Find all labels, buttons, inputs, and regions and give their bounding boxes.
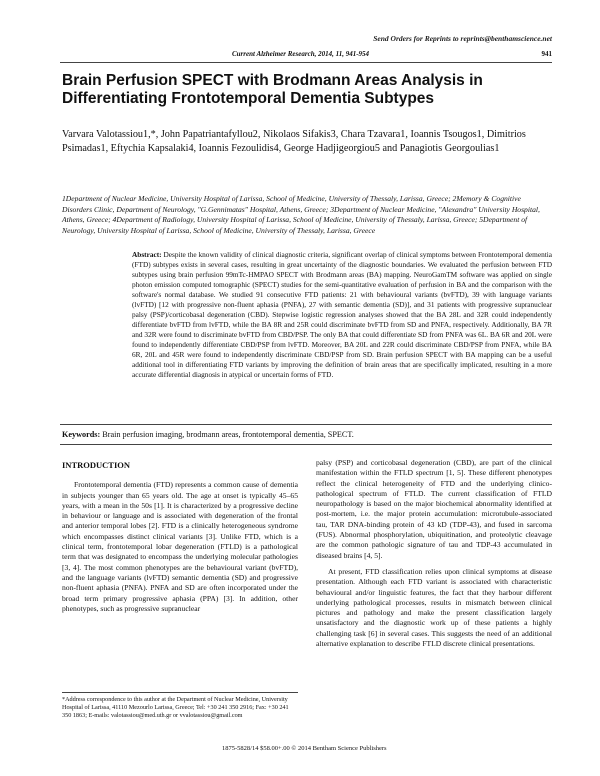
header-rule (60, 62, 552, 63)
right-column (316, 458, 552, 655)
intro-paragraph-1: Frontotemporal dementia (FTD) represents a common cause of dementia in subjects younger than 65 years old. The age at onset is typically 45–65 years, with a mean in the 50s [1]. It is characterized by a progressive decline in behaviour or language and is associated with degeneration of the frontal and anterior temporal lobes [2]. FTD is a clinically heterogeneous syndrome which encompasses distinct clinical variants [3]. Unlike FTD, which is a clinical term, frontotemporal lobar degeneration (FTLD) is a pathological term that was designated to encompass the underlying molecular pathologies [3, 4]. The most common phenotypes are the behavioural variant (bvFTD), and the language variants (lvFTD) semantic dementia (SD) and progressive non-fluent aphasia (PNFA). PNFA and SD are often incorporated under the broad term primary progressive aphasia (PPA) [3]. In addition, other phenotypes, such as progressive supranuclear (62, 480, 298, 613)
keywords-bottom-rule (60, 444, 552, 445)
affiliations: 1Department of Nuclear Medicine, University Hospital of Larissa, School of Medicine, University of Thessaly, Larissa, Greece; 2Memory & Cognitive Disorders Clinic, Department of Neurology, "G.Gennimatas" Hospital, Athens, Greece; 3Department of Nuclear Medicine, "Alexandra" University Hospital, Athens, Greece; 4Department of Radiology, University Hospital of Larissa, School of Medicine, University of Thessaly, Larissa, Greece; 5Department of Neurology, University Hospital of Larissa, School of Medicine, University of Thessaly, Larissa, Greece (62, 194, 540, 235)
page-number: 941 (541, 50, 552, 58)
intro-paragraph-2: At present, FTD classification relies upon clinical symptoms at disease presentation. Although each FTD variant is associated with characteristic behavioural and/or linguistic features, the fact that they harbour different underlying pathological processes, results in mismatch between clinical pictures and pathology and make the present classification largely unsatisfactory and the diagnostic work up of these patients a highly challenging task [6] in several cases. This suggests the need of an additional alternative explanation to describe FTLD discrete clinical presentations. (316, 566, 552, 649)
correspondence-footnote: *Address correspondence to this author at the Department of Nuclear Medicine, University Hospital of Larissa, 41110 Mezourlo Larissa, Greece; Tel: +30 241 350 2916; Fax: +30 241 350 1863; E-mails: valotassiou@med.uth.gr or vvalotassiou@gmail.com (62, 696, 289, 720)
author-list: Varvara Valotassiou1,*, John Papatriantafyllou2, Nikolaos Sifakis3, Chara Tzavara1, Ioannis Tsougos1, Dimitrios Psimadas1, Eftychia Kapsalaki4, Ioannis Fezoulidis4, George Hadjigeorgiou5 and Panagiotis Georgoulias1 (62, 129, 526, 154)
article-title: Brain Perfusion SPECT with Brodmann Areas Analysis in Differentiating Frontotemporal Dementia Subtypes (62, 72, 483, 107)
keywords-text: Brain perfusion imaging, brodmann areas, frontotemporal dementia, SPECT. (102, 430, 354, 439)
journal-citation: Current Alzheimer Research, 2014, 11, 941-954 (232, 50, 370, 58)
left-column (62, 460, 298, 620)
abstract (132, 250, 552, 380)
footnote-rule (62, 692, 298, 693)
abstract-label: Abstract: (132, 250, 162, 259)
abstract-text: Despite the known validity of clinical diagnostic criteria, significant overlap of clinical symptoms between Frontotemporal dementia (FTD) subtypes exists in several cases, resulting in great uncertainty of the diagnostic boundaries. We evaluated the perfusion between FTD subtypes using brain perfusion 99mTc-HMPAO SPECT with Brodmann areas (BA) mapping. NeuroGamTM software was applied on single photon emission computed tomographic (SPECT) studies for the semi-quantitative evaluation of perfusion in BA and the comparison with the software's normal database. We studied 91 consecutive FTD patients: 21 with behavioural variants (bvFTD), 39 with language variants (lvFTD) [12 with progressive non-fluent aphasia (PNFA), 27 with semantic dementia (SD)], and 31 patients with progressive supranuclear palsy (PSP)/corticobasal degeneration (CBD). Stepwise logistic regression analyses showed that the BA 28L and 32R could independently differentiate bvFTD from lvFTD, while the BA 8R and 25R could discriminate bvFTD from SD and PNFA, respectively. Additionally, BA 7R and 32R were found to discriminate bvFTD from CBD/PSP. The only BA that could differentiate SD from PNFA was 6L. BA 6R and 20L were found to independently differentiate CBD/PSP from lvFTD. Moreover, BA 20L and 22R could discriminate CBD/PSP from PNFA, while BA 6R, 20L and 45R were found to independently discriminate CBD/PSP from SD. Brain perfusion SPECT with BA mapping can be a useful additional tool in differentiating FTD variants by improving the definition of brain areas that are specifically implicated, resulting in a more accurate differential diagnosis in atypical or uncertain forms of FTD. (132, 250, 553, 379)
keywords-top-rule (60, 424, 552, 425)
section-heading: INTRODUCTION (62, 460, 131, 470)
copyright-line: 1875-5828/14 $58.00+.00 © 2014 Bentham Science Publishers (222, 745, 387, 752)
reprint-notice: Send Orders for Reprints to reprints@benthamscience.net (373, 34, 552, 43)
keywords-label: Keywords: (62, 430, 101, 439)
keywords (62, 430, 552, 439)
intro-paragraph-continued: palsy (PSP) and corticobasal degeneration (CBD), are part of the clinical manifestation within the FTLD spectrum [1, 5]. These different phenotypes reflect the clinical heterogeneity of FTD and the underlying clinico-pathological spectrum of FTLD. The current classification of FTLD neuropathology is based on the major biochemical abnormality identified at post-mortem, i.e. the major protein accumulation: microtubule-associated tau, TAR DNA-binding protein of 43 kD (TDP-43), and fused in sarcoma (FUS). Abnormal phosphorylation, ubiquitination, and proteolytic cleavage are the common pathologic signature of tau and TDP-43 accumulated in diseased brains [4, 5]. (316, 458, 552, 560)
